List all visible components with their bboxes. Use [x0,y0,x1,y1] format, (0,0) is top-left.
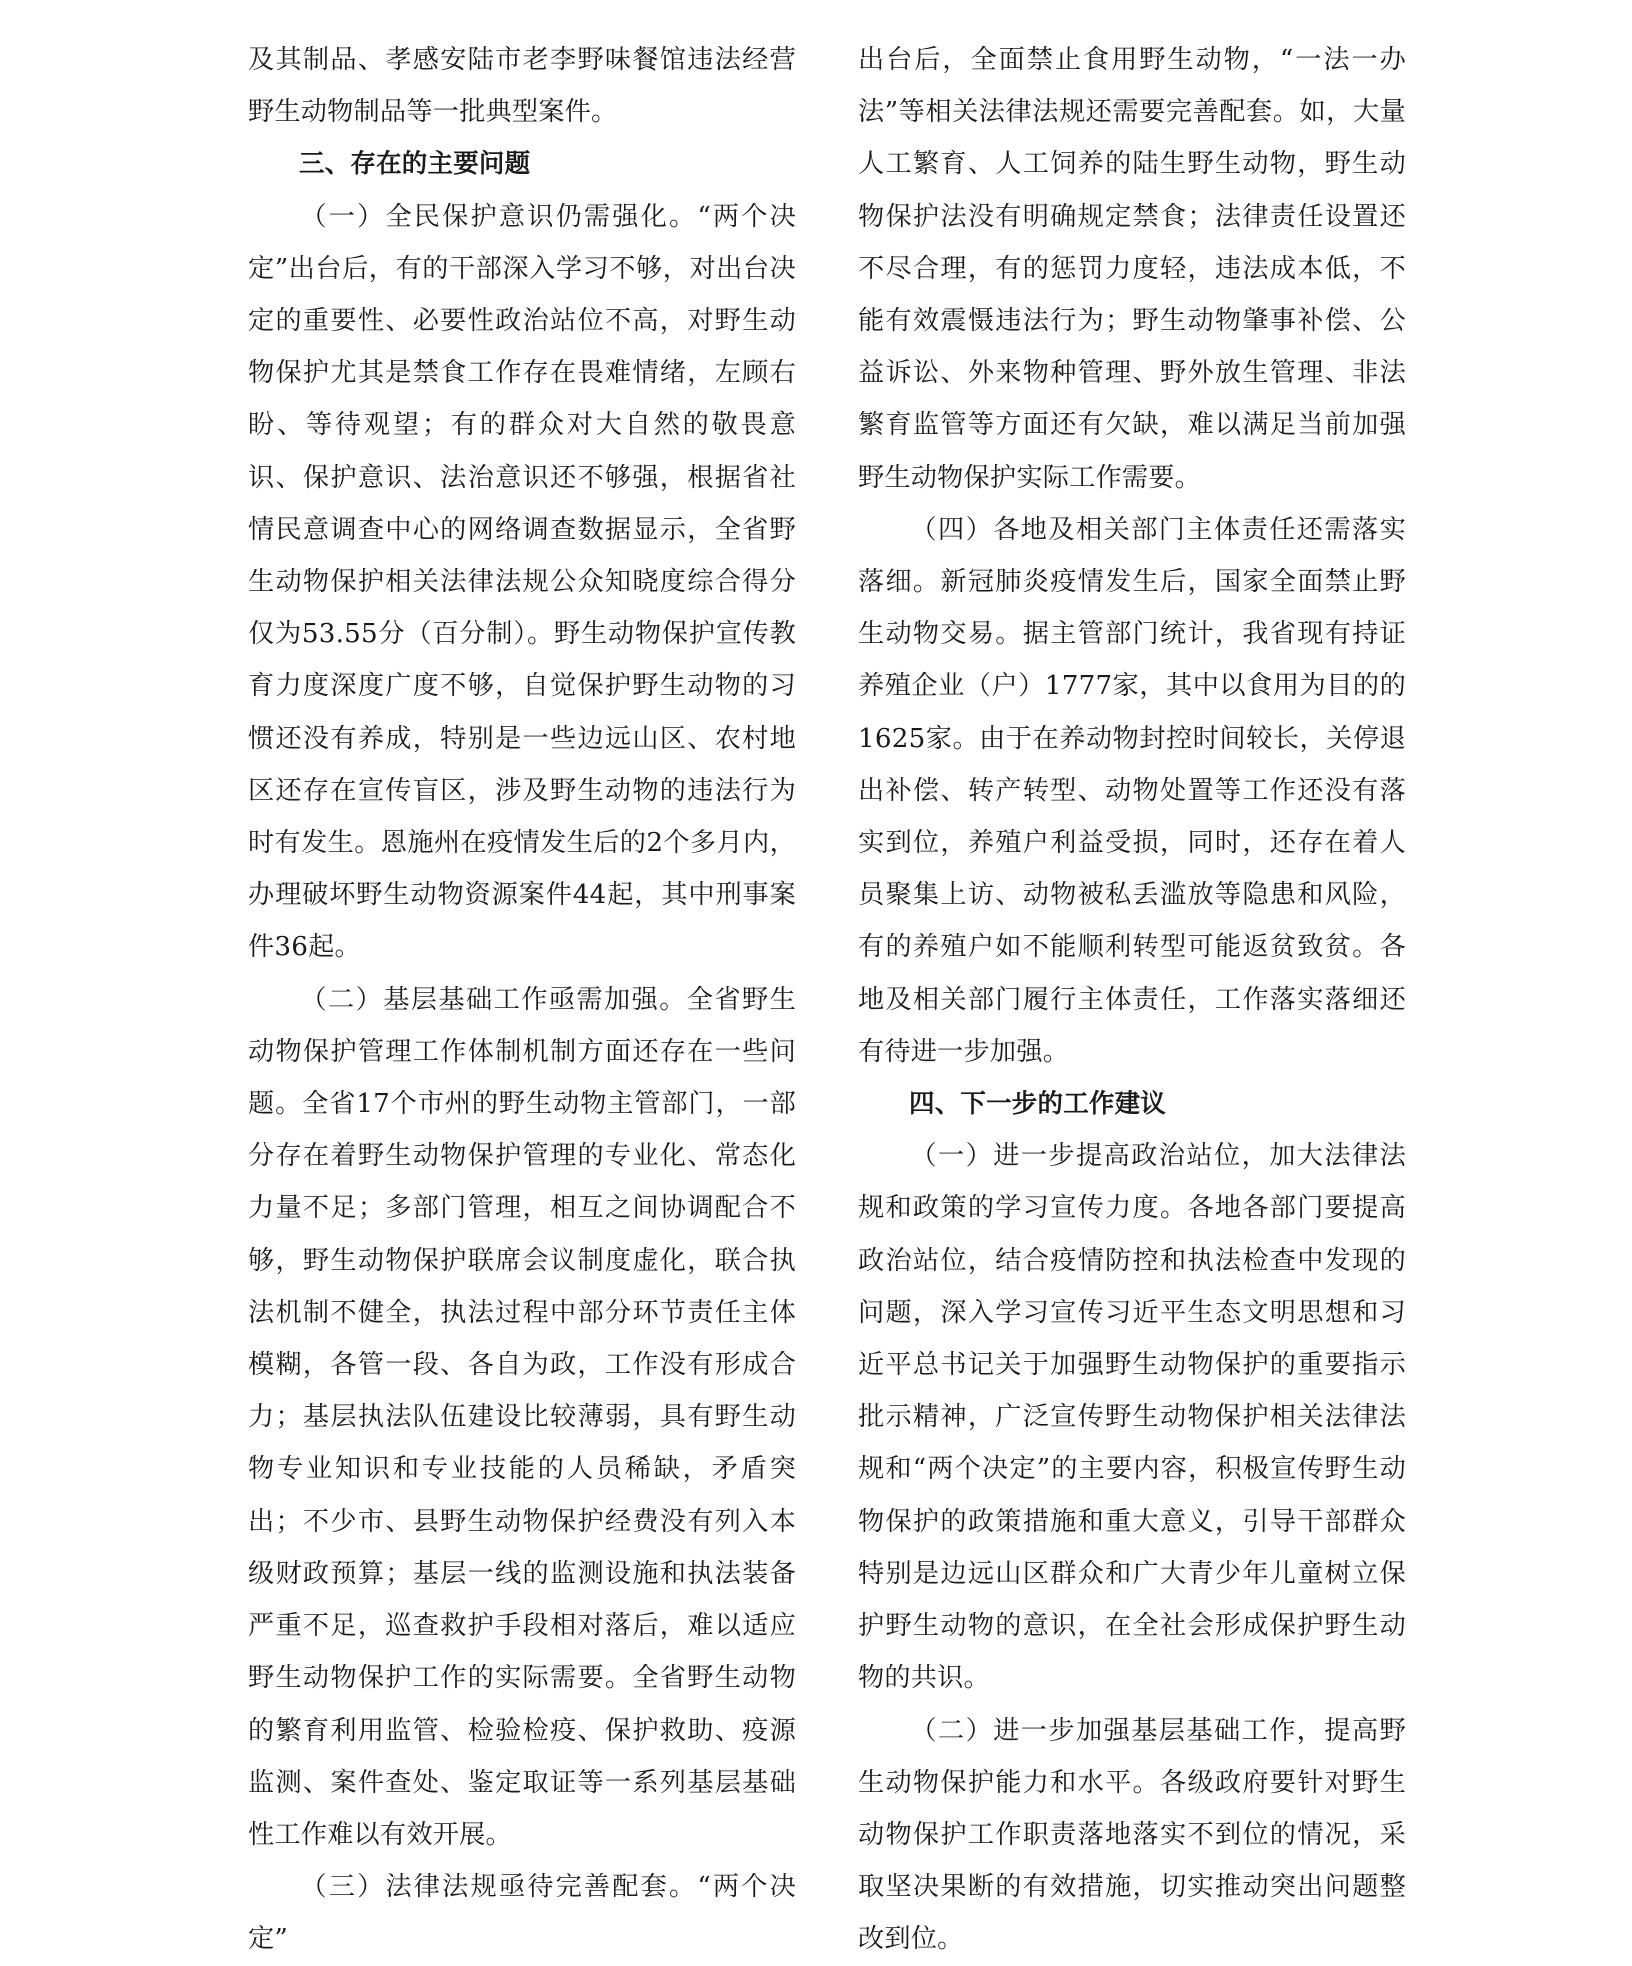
left-column [248,34,796,1966]
paragraph-laws-continuation: 出台后，全面禁止食用野生动物，“一法一办法”等相关法律法规还需要完善配套。如，大量人工繁育、人工饲养的陆生野生动物，野生动物保护法没有明确规定禁食；法律责任设置还不尽合理，有的惩罚力度轻，违法成本低，不能有效震慑违法行为；野生动物肇事补偿、公益诉讼、外来物种管理、野外放生管理、非法繁育监管等方面还有欠缺，难以满足当前加强野生动物保护实际工作需要。 [858,45,1406,493]
paragraph-responsibility: （四）各地及相关部门主体责任还需落实落细。新冠肺炎疫情发生后，国家全面禁止野生动物交易。据主管部门统计，我省现有持证养殖企业（户）1777家，其中以食用为目的的1625家。由于在养动物封控时间较长，关停退出补偿、转产转型、动物处置等工作还没有落实到位，养殖户利益受损，同时，还存在着人员聚集上访、动物被私丢滥放等隐患和风险，有的养殖户如不能顺利转型可能返贫致贫。各地及相关部门履行主体责任，工作落实落细还有待进一步加强。 [858,514,1406,1067]
paragraph-grassroots: （二）基层基础工作亟需加强。全省野生动物保护管理工作体制机制方面还存在一些问题。全省17个市州的野生动物主管部门，一部分存在着野生动物保护管理的专业化、常态化力量不足；多部门管理，相互之间协调配合不够，野生动物保护联席会议制度虚化，联合执法机制不健全，执法过程中部分环节责任主体模糊，各管一段、各自为政，工作没有形成合力；基层执法队伍建设比较薄弱，具有野生动物专业知识和专业技能的人员稀缺，矛盾突出；不少市、县野生动物保护经费没有列入本级财政预算；基层一线的监测设施和执法装备严重不足，巡查救护手段相对落后，难以适应野生动物保护工作的实际需要。全省野生动物的繁育利用监管、检验检疫、保护救助、疫源监测、案件查处、鉴定取证等一系列基层基础性工作难以有效开展。 [248,984,796,1850]
paragraph-awareness: （一）全民保护意识仍需强化。“两个决定”出台后，有的干部深入学习不够，对出台决定的重要性、必要性政治站位不高，对野生动物保护尤其是禁食工作存在畏难情绪，左顾右盼、等待观望；有的群众对大自然的敬畏意识、保护意识、法治意识还不够强，根据省社情民意调查中心的网络调查数据显示，全省野生动物保护相关法律法规公众知晓度综合得分仅为53.55分（百分制）。野生动物保护宣传教育力度深度广度不够，自觉保护野生动物的习惯还没有养成，特别是一些边远山区、农村地区还存在宣传盲区，涉及野生动物的违法行为时有发生。恩施州在疫情发生后的2个多月内，办理破坏野生动物资源案件44起，其中刑事案件36起。 [248,201,796,963]
paragraph-suggestion-2: （二）进一步加强基层基础工作，提高野生动物保护能力和水平。各级政府要针对野生动物保护工作职责落地落实不到位的情况，采取坚决果断的有效措施，切实推动突出问题整改到位。 [858,1715,1406,1955]
paragraph-laws-start: （三）法律法规亟待完善配套。“两个决定” [248,1872,796,1955]
section-heading-3: 三、存在的主要问题 [299,149,531,180]
paragraph-suggestion-1: （一）进一步提高政治站位，加大法律法规和政策的学习宣传力度。各地各部门要提高政治站位，结合疫情防控和执法检查中发现的问题，深入学习宣传习近平生态文明思想和习近平总书记关于加强野生动物保护的重要指示批示精神，广泛宣传野生动物保护相关法律法规和“两个决定”的主要内容，积极宣传野生动物保护的政策措施和重大意义，引导干部群众特别是边远山区群众和广大青少年儿童树立保护野生动物的意识，在全社会形成保护野生动物的共识。 [858,1141,1406,1694]
right-column [858,34,1406,1966]
paragraph-continuation: 及其制品、孝感安陆市老李野味餐馆违法经营野生动物制品等一批典型案件。 [248,45,796,128]
section-heading-4: 四、下一步的工作建议 [909,1089,1167,1120]
